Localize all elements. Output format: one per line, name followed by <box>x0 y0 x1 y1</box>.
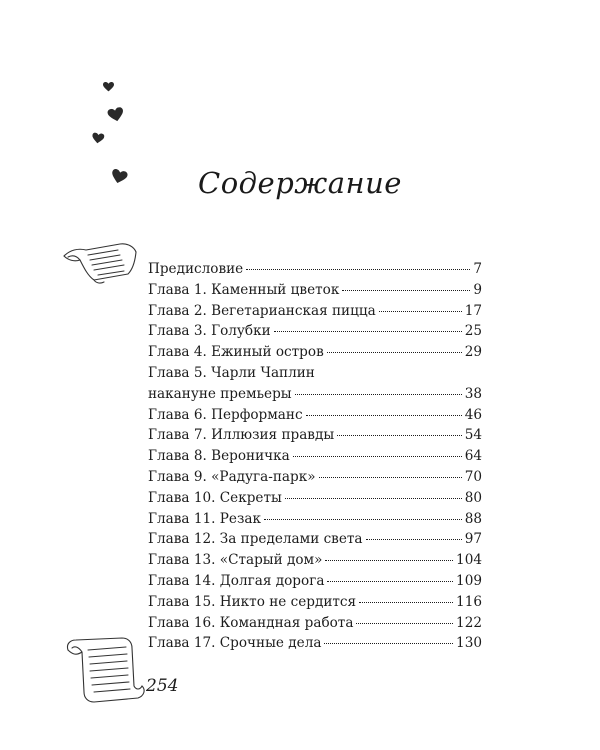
toc-entry <box>148 613 482 634</box>
toc-entry-page: 70 <box>464 468 482 485</box>
toc-entry-page: 64 <box>464 448 482 465</box>
toc-entry-title: Глава 7. Иллюзия правды <box>148 427 335 444</box>
toc-entry-title: Глава 10. Секреты <box>148 489 282 506</box>
leader-dots <box>356 623 453 624</box>
leader-dots <box>306 415 462 416</box>
toc-entry-page: 104 <box>456 552 482 569</box>
toc-entry <box>148 301 482 322</box>
table-of-contents <box>148 259 482 654</box>
leader-dots <box>359 602 453 603</box>
toc-entry-title: Глава 6. Перформанс <box>148 406 303 423</box>
toc-entry <box>148 571 482 592</box>
leader-dots <box>246 269 470 270</box>
toc-entry-title: Глава 11. Резак <box>148 510 261 527</box>
toc-entry-title: Глава 5. Чарли Чаплин <box>148 364 315 381</box>
toc-entry-page: 7 <box>473 261 482 277</box>
leader-dots <box>325 560 453 561</box>
toc-entry-title: Глава 13. «Старый дом» <box>148 552 323 569</box>
toc-entry <box>148 467 482 488</box>
toc-entry-page: 80 <box>464 489 482 506</box>
leader-dots <box>274 331 462 332</box>
scroll-icon <box>58 238 140 286</box>
toc-entry-title-continued: накануне премьеры <box>148 385 292 402</box>
toc-entry <box>148 342 482 363</box>
toc-entry-page: 109 <box>456 572 482 589</box>
toc-entry-title: Глава 15. Никто не сердится <box>148 593 357 610</box>
toc-entry <box>148 405 482 426</box>
toc-entry-page: 17 <box>464 302 482 319</box>
toc-entry-title: Глава 3. Голубки <box>148 323 271 340</box>
toc-entry <box>148 321 482 342</box>
leader-dots <box>285 498 462 499</box>
toc-entry-page: 46 <box>464 406 482 423</box>
leader-dots <box>264 519 462 520</box>
toc-entry-title: Глава 14. Долгая дорога <box>148 572 325 589</box>
leader-dots <box>327 581 453 582</box>
toc-entry <box>148 363 482 384</box>
toc-entry-page: 29 <box>464 344 482 361</box>
toc-entry <box>148 488 482 509</box>
toc-entry-title: Предисловие <box>148 261 244 277</box>
leader-dots <box>342 290 470 291</box>
heart-icon <box>91 132 104 145</box>
scroll-icon <box>60 634 148 708</box>
leader-dots <box>293 456 462 457</box>
toc-entry-title: Глава 12. За пределами света <box>148 531 363 548</box>
toc-entry <box>148 425 482 446</box>
toc-entry-page: 38 <box>464 385 482 402</box>
toc-entry-title: Глава 2. Вегетарианская пицца <box>148 302 376 319</box>
heart-icon <box>107 106 126 123</box>
leader-dots <box>324 643 453 644</box>
toc-entry-title: Глава 9. «Радуга-парк» <box>148 468 316 485</box>
toc-entry-page: 116 <box>456 593 482 610</box>
heart-icon <box>103 82 114 92</box>
toc-entry-page: 9 <box>473 281 482 298</box>
toc-entry <box>148 529 482 550</box>
leader-dots <box>366 539 462 540</box>
toc-entry <box>148 280 482 301</box>
toc-entry <box>148 633 482 654</box>
leader-dots <box>337 435 462 436</box>
toc-entry <box>148 592 482 613</box>
toc-entry-title: Глава 17. Срочные дела <box>148 635 322 652</box>
toc-entry <box>148 550 482 571</box>
toc-entry-page: 122 <box>456 614 482 631</box>
toc-entry <box>148 259 482 280</box>
toc-entry-page: 130 <box>456 635 482 652</box>
leader-dots <box>379 311 462 312</box>
toc-entry-page: 88 <box>464 510 482 527</box>
toc-entry-page: 25 <box>464 323 482 340</box>
toc-entry-title: Глава 1. Каменный цветок <box>148 281 340 298</box>
page-title: Содержание <box>198 166 402 200</box>
toc-entry <box>148 446 482 467</box>
leader-dots <box>319 477 462 478</box>
toc-entry-page: 97 <box>464 531 482 548</box>
leader-dots <box>295 394 462 395</box>
page-number: 254 <box>146 676 179 696</box>
toc-entry-title: Глава 8. Вероничка <box>148 448 290 465</box>
leader-dots <box>327 352 462 353</box>
toc-entry <box>148 509 482 530</box>
toc-entry-continuation <box>148 384 482 405</box>
toc-entry-title: Глава 16. Командная работа <box>148 614 354 631</box>
toc-entry-title: Глава 4. Ежиный остров <box>148 344 324 361</box>
toc-entry-page: 54 <box>464 427 482 444</box>
